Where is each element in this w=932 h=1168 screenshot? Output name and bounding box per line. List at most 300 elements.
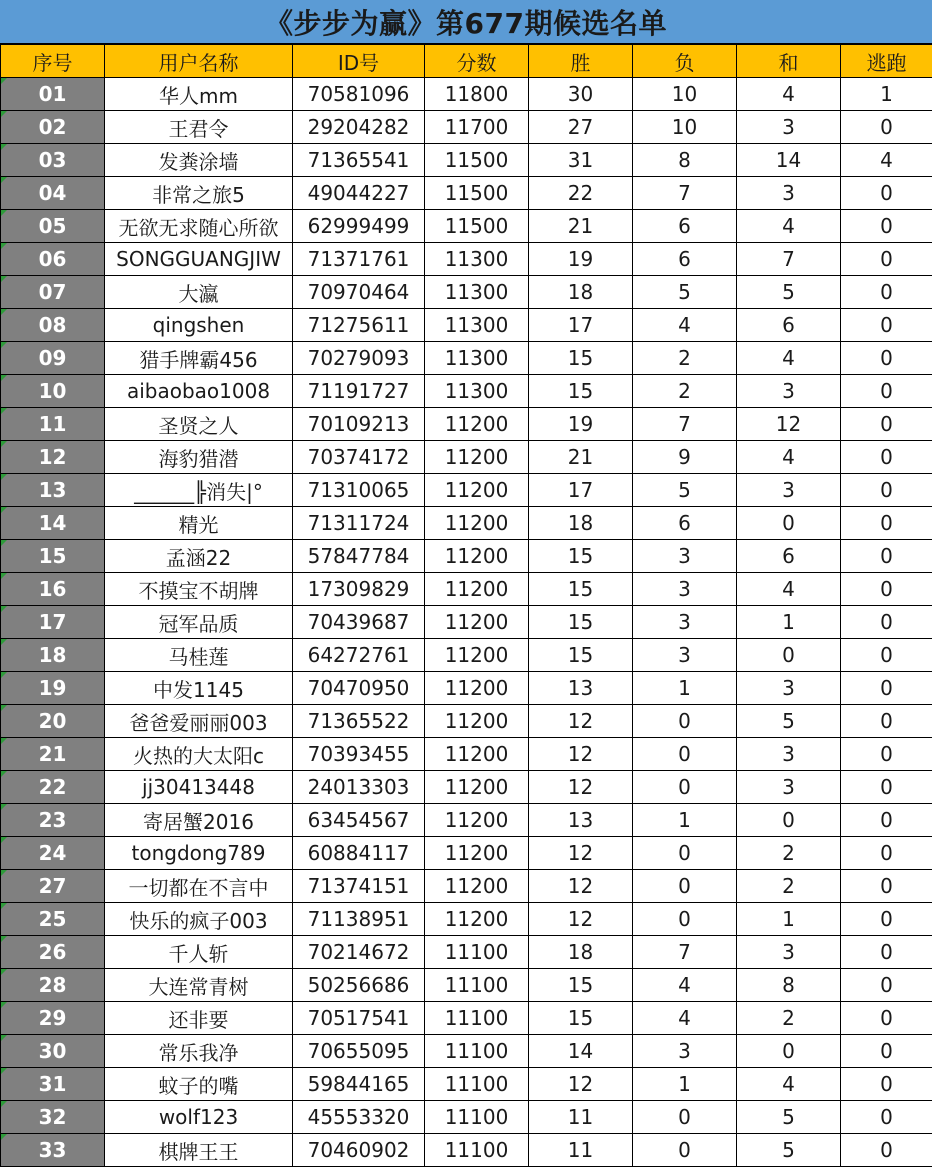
cell-flee[interactable]: 0	[841, 573, 932, 606]
cell-id[interactable]: 17309829	[293, 573, 425, 606]
cell-id[interactable]: 59844165	[293, 1068, 425, 1101]
cell-draw[interactable]: 1	[737, 903, 841, 936]
cell-draw[interactable]: 5	[737, 1134, 841, 1167]
cell-seq[interactable]: 27	[1, 870, 105, 903]
cell-score[interactable]: 11100	[425, 1101, 529, 1134]
cell-username[interactable]: 大连常青树	[105, 969, 293, 1002]
cell-draw[interactable]: 3	[737, 771, 841, 804]
cell-username[interactable]: qingshen	[105, 309, 293, 342]
cell-seq[interactable]: 31	[1, 1068, 105, 1101]
cell-score[interactable]: 11100	[425, 1035, 529, 1068]
cell-username[interactable]: tongdong789	[105, 837, 293, 870]
table-row	[1, 177, 932, 210]
cell-flee[interactable]: 0	[841, 408, 932, 441]
cell-lose[interactable]: 5	[633, 276, 737, 309]
table-row	[1, 342, 932, 375]
cell-score[interactable]: 11200	[425, 738, 529, 771]
cell-seq[interactable]: 21	[1, 738, 105, 771]
cell-seq[interactable]: 09	[1, 342, 105, 375]
cell-username[interactable]: 不摸宝不胡牌	[105, 573, 293, 606]
cell-score[interactable]: 11200	[425, 507, 529, 540]
cell-score[interactable]: 11500	[425, 210, 529, 243]
cell-username[interactable]: 猎手牌霸456	[105, 342, 293, 375]
cell-flee[interactable]: 0	[841, 243, 932, 276]
cell-win[interactable]: 18	[529, 936, 633, 969]
cell-draw[interactable]: 3	[737, 474, 841, 507]
cell-lose[interactable]: 4	[633, 1002, 737, 1035]
header-flee[interactable]: 逃跑	[841, 45, 932, 78]
cell-username[interactable]: 非常之旅5	[105, 177, 293, 210]
table-row	[1, 639, 932, 672]
cell-seq[interactable]: 19	[1, 672, 105, 705]
cell-draw[interactable]: 0	[737, 507, 841, 540]
cell-flee[interactable]: 0	[841, 375, 932, 408]
cell-score[interactable]: 11100	[425, 1134, 529, 1167]
cell-username[interactable]: 还非要	[105, 1002, 293, 1035]
table-row	[1, 804, 932, 837]
cell-lose[interactable]: 6	[633, 507, 737, 540]
cell-lose[interactable]: 1	[633, 804, 737, 837]
cell-flee[interactable]: 0	[841, 309, 932, 342]
cell-username[interactable]: 快乐的疯子003	[105, 903, 293, 936]
cell-win[interactable]: 12	[529, 837, 633, 870]
cell-score[interactable]: 11200	[425, 474, 529, 507]
cell-id[interactable]: 71275611	[293, 309, 425, 342]
cell-lose[interactable]: 0	[633, 1101, 737, 1134]
cell-win[interactable]: 21	[529, 441, 633, 474]
cell-id[interactable]: 71365541	[293, 144, 425, 177]
cell-id[interactable]: 57847784	[293, 540, 425, 573]
cell-seq[interactable]: 30	[1, 1035, 105, 1068]
cell-win[interactable]: 15	[529, 639, 633, 672]
cell-seq[interactable]: 15	[1, 540, 105, 573]
header-seq[interactable]: 序号	[1, 45, 105, 78]
table-row	[1, 474, 932, 507]
cell-seq[interactable]: 33	[1, 1134, 105, 1167]
cell-lose[interactable]: 3	[633, 540, 737, 573]
cell-lose[interactable]: 6	[633, 210, 737, 243]
table-row	[1, 705, 932, 738]
cell-score[interactable]: 11200	[425, 705, 529, 738]
cell-lose[interactable]: 0	[633, 837, 737, 870]
cell-lose[interactable]: 0	[633, 870, 737, 903]
cell-username[interactable]: SONGGUANGJIW	[105, 243, 293, 276]
cell-lose[interactable]: 0	[633, 705, 737, 738]
table-body	[1, 78, 932, 1167]
cell-username[interactable]: 发粪涂墙	[105, 144, 293, 177]
cell-lose[interactable]: 1	[633, 1068, 737, 1101]
cell-score[interactable]: 11200	[425, 804, 529, 837]
cell-username[interactable]: 无欲无求随心所欲	[105, 210, 293, 243]
cell-seq[interactable]: 12	[1, 441, 105, 474]
cell-id[interactable]: 71191727	[293, 375, 425, 408]
cell-seq[interactable]: 03	[1, 144, 105, 177]
cell-seq[interactable]: 14	[1, 507, 105, 540]
cell-lose[interactable]: 0	[633, 903, 737, 936]
cell-win[interactable]: 19	[529, 408, 633, 441]
cell-lose[interactable]: 7	[633, 177, 737, 210]
cell-seq[interactable]: 02	[1, 111, 105, 144]
table-row	[1, 111, 932, 144]
cell-flee[interactable]: 0	[841, 111, 932, 144]
cell-flee[interactable]: 0	[841, 1002, 932, 1035]
cell-username[interactable]: 棋牌王王	[105, 1134, 293, 1167]
cell-seq[interactable]: 05	[1, 210, 105, 243]
cell-draw[interactable]: 0	[737, 639, 841, 672]
cell-lose[interactable]: 2	[633, 375, 737, 408]
cell-draw[interactable]: 6	[737, 309, 841, 342]
cell-score[interactable]: 11200	[425, 606, 529, 639]
cell-draw[interactable]: 2	[737, 837, 841, 870]
cell-flee[interactable]: 0	[841, 1068, 932, 1101]
cell-id[interactable]: 71311724	[293, 507, 425, 540]
cell-draw[interactable]: 2	[737, 870, 841, 903]
cell-lose[interactable]: 10	[633, 78, 737, 111]
cell-win[interactable]: 15	[529, 342, 633, 375]
cell-draw[interactable]: 3	[737, 375, 841, 408]
cell-seq[interactable]: 06	[1, 243, 105, 276]
cell-id[interactable]: 50256686	[293, 969, 425, 1002]
cell-id[interactable]: 49044227	[293, 177, 425, 210]
cell-draw[interactable]: 0	[737, 1035, 841, 1068]
cell-draw[interactable]: 7	[737, 243, 841, 276]
cell-lose[interactable]: 3	[633, 1035, 737, 1068]
cell-lose[interactable]: 4	[633, 309, 737, 342]
cell-score[interactable]: 11500	[425, 144, 529, 177]
table-row	[1, 573, 932, 606]
cell-flee[interactable]: 0	[841, 276, 932, 309]
cell-seq[interactable]: 26	[1, 936, 105, 969]
cell-score[interactable]: 11300	[425, 342, 529, 375]
cell-username[interactable]: 寄居蟹2016	[105, 804, 293, 837]
cell-flee[interactable]: 0	[841, 738, 932, 771]
cell-id[interactable]: 70460902	[293, 1134, 425, 1167]
cell-id[interactable]: 24013303	[293, 771, 425, 804]
table-row	[1, 309, 932, 342]
cell-id[interactable]: 71310065	[293, 474, 425, 507]
cell-flee[interactable]: 0	[841, 1101, 932, 1134]
cell-id[interactable]: 71138951	[293, 903, 425, 936]
cell-flee[interactable]: 0	[841, 474, 932, 507]
table-row	[1, 507, 932, 540]
cell-seq[interactable]: 20	[1, 705, 105, 738]
cell-win[interactable]: 15	[529, 969, 633, 1002]
cell-draw[interactable]: 5	[737, 705, 841, 738]
cell-flee[interactable]: 0	[841, 441, 932, 474]
cell-username[interactable]: 孟涵22	[105, 540, 293, 573]
cell-win[interactable]: 12	[529, 738, 633, 771]
cell-lose[interactable]: 5	[633, 474, 737, 507]
cell-lose[interactable]: 3	[633, 639, 737, 672]
cell-flee[interactable]: 0	[841, 342, 932, 375]
table-row	[1, 1002, 932, 1035]
cell-username[interactable]: aibaobao1008	[105, 375, 293, 408]
cell-id[interactable]: 71374151	[293, 870, 425, 903]
cell-score[interactable]: 11200	[425, 903, 529, 936]
cell-flee[interactable]: 0	[841, 1035, 932, 1068]
cell-score[interactable]: 11200	[425, 441, 529, 474]
cell-id[interactable]: 62999499	[293, 210, 425, 243]
cell-seq[interactable]: 13	[1, 474, 105, 507]
cell-username[interactable]: 海豹猎潜	[105, 441, 293, 474]
cell-win[interactable]: 12	[529, 771, 633, 804]
cell-win[interactable]: 27	[529, 111, 633, 144]
cell-draw[interactable]: 3	[737, 177, 841, 210]
table-row	[1, 441, 932, 474]
cell-username[interactable]: 马桂莲	[105, 639, 293, 672]
cell-username[interactable]: 常乐我净	[105, 1035, 293, 1068]
cell-flee[interactable]: 0	[841, 540, 932, 573]
cell-draw[interactable]: 8	[737, 969, 841, 1002]
cell-score[interactable]: 11200	[425, 837, 529, 870]
table-row	[1, 1134, 932, 1167]
cell-win[interactable]: 17	[529, 309, 633, 342]
cell-seq[interactable]: 25	[1, 903, 105, 936]
cell-id[interactable]: 71365522	[293, 705, 425, 738]
cell-seq[interactable]: 11	[1, 408, 105, 441]
cell-id[interactable]: 60884117	[293, 837, 425, 870]
table-row	[1, 408, 932, 441]
cell-id[interactable]: 70439687	[293, 606, 425, 639]
header-draw[interactable]: 和	[737, 45, 841, 78]
cell-username[interactable]: 圣贤之人	[105, 408, 293, 441]
cell-seq[interactable]: 22	[1, 771, 105, 804]
cell-draw[interactable]: 4	[737, 210, 841, 243]
cell-win[interactable]: 13	[529, 672, 633, 705]
cell-draw[interactable]: 3	[737, 738, 841, 771]
cell-win[interactable]: 18	[529, 276, 633, 309]
cell-score[interactable]: 11200	[425, 870, 529, 903]
cell-lose[interactable]: 6	[633, 243, 737, 276]
cell-lose[interactable]: 0	[633, 1134, 737, 1167]
header-id[interactable]: ID号	[293, 45, 425, 78]
cell-win[interactable]: 12	[529, 1068, 633, 1101]
cell-id[interactable]: 71371761	[293, 243, 425, 276]
table-row	[1, 1101, 932, 1134]
cell-win[interactable]: 15	[529, 573, 633, 606]
cell-id[interactable]: 70214672	[293, 936, 425, 969]
cell-flee[interactable]: 0	[841, 936, 932, 969]
cell-score[interactable]: 11200	[425, 573, 529, 606]
cell-username[interactable]: 一切都在不言中	[105, 870, 293, 903]
cell-win[interactable]: 13	[529, 804, 633, 837]
cell-seq[interactable]: 28	[1, 969, 105, 1002]
cell-flee[interactable]: 0	[841, 705, 932, 738]
cell-username[interactable]: 华人mm	[105, 78, 293, 111]
cell-draw[interactable]: 3	[737, 936, 841, 969]
cell-seq[interactable]: 24	[1, 837, 105, 870]
table-row	[1, 672, 932, 705]
cell-id[interactable]: 70517541	[293, 1002, 425, 1035]
cell-win[interactable]: 11	[529, 1134, 633, 1167]
cell-score[interactable]: 11100	[425, 969, 529, 1002]
cell-id[interactable]: 70970464	[293, 276, 425, 309]
cell-username[interactable]: 千人斩	[105, 936, 293, 969]
table-row	[1, 606, 932, 639]
cell-draw[interactable]: 4	[737, 1068, 841, 1101]
cell-score[interactable]: 11200	[425, 639, 529, 672]
cell-seq[interactable]: 32	[1, 1101, 105, 1134]
cell-draw[interactable]: 3	[737, 111, 841, 144]
cell-score[interactable]: 11100	[425, 1002, 529, 1035]
cell-draw[interactable]: 6	[737, 540, 841, 573]
cell-win[interactable]: 15	[529, 1002, 633, 1035]
cell-id[interactable]: 70374172	[293, 441, 425, 474]
cell-seq[interactable]: 23	[1, 804, 105, 837]
cell-username[interactable]: wolf123	[105, 1101, 293, 1134]
table-row	[1, 243, 932, 276]
cell-id[interactable]: 64272761	[293, 639, 425, 672]
cell-seq[interactable]: 29	[1, 1002, 105, 1035]
cell-flee[interactable]: 0	[841, 210, 932, 243]
header-win[interactable]: 胜	[529, 45, 633, 78]
cell-score[interactable]: 11300	[425, 375, 529, 408]
cell-username[interactable]: 火热的大太阳c	[105, 738, 293, 771]
cell-id[interactable]: 63454567	[293, 804, 425, 837]
cell-flee[interactable]: 0	[841, 177, 932, 210]
cell-id[interactable]: 45553320	[293, 1101, 425, 1134]
cell-seq[interactable]: 18	[1, 639, 105, 672]
cell-draw[interactable]: 4	[737, 342, 841, 375]
cell-username[interactable]: ______╠消失|°	[105, 474, 293, 507]
cell-id[interactable]: 70109213	[293, 408, 425, 441]
cell-draw[interactable]: 5	[737, 276, 841, 309]
header-username[interactable]: 用户名称	[105, 45, 293, 78]
cell-flee[interactable]: 0	[841, 672, 932, 705]
cell-username[interactable]: 王君令	[105, 111, 293, 144]
cell-win[interactable]: 31	[529, 144, 633, 177]
cell-seq[interactable]: 16	[1, 573, 105, 606]
cell-seq[interactable]: 01	[1, 78, 105, 111]
cell-username[interactable]: jj30413448	[105, 771, 293, 804]
cell-id[interactable]: 29204282	[293, 111, 425, 144]
cell-win[interactable]: 17	[529, 474, 633, 507]
cell-flee[interactable]: 0	[841, 606, 932, 639]
table-row	[1, 540, 932, 573]
cell-score[interactable]: 11300	[425, 243, 529, 276]
cell-lose[interactable]: 7	[633, 408, 737, 441]
cell-win[interactable]: 12	[529, 870, 633, 903]
cell-win[interactable]: 11	[529, 1101, 633, 1134]
cell-lose[interactable]: 10	[633, 111, 737, 144]
cell-draw[interactable]: 14	[737, 144, 841, 177]
cell-win[interactable]: 12	[529, 705, 633, 738]
cell-lose[interactable]: 3	[633, 606, 737, 639]
cell-score[interactable]: 11300	[425, 276, 529, 309]
table-row	[1, 144, 932, 177]
cell-id[interactable]: 70470950	[293, 672, 425, 705]
cell-win[interactable]: 19	[529, 243, 633, 276]
cell-draw[interactable]: 1	[737, 606, 841, 639]
cell-flee[interactable]: 0	[841, 1134, 932, 1167]
cell-score[interactable]: 11200	[425, 408, 529, 441]
table-row	[1, 738, 932, 771]
cell-win[interactable]: 22	[529, 177, 633, 210]
cell-id[interactable]: 70393455	[293, 738, 425, 771]
cell-score[interactable]: 11200	[425, 672, 529, 705]
header-lose[interactable]: 负	[633, 45, 737, 78]
table-row	[1, 837, 932, 870]
cell-username[interactable]: 爸爸爱丽丽003	[105, 705, 293, 738]
candidate-table	[0, 44, 932, 1167]
cell-draw[interactable]: 0	[737, 804, 841, 837]
cell-draw[interactable]: 3	[737, 672, 841, 705]
cell-draw[interactable]: 2	[737, 1002, 841, 1035]
cell-flee[interactable]: 0	[841, 870, 932, 903]
cell-lose[interactable]: 1	[633, 672, 737, 705]
cell-win[interactable]: 14	[529, 1035, 633, 1068]
cell-seq[interactable]: 10	[1, 375, 105, 408]
cell-score[interactable]: 11300	[425, 309, 529, 342]
table-row	[1, 771, 932, 804]
cell-seq[interactable]: 04	[1, 177, 105, 210]
cell-win[interactable]: 12	[529, 903, 633, 936]
cell-draw[interactable]: 5	[737, 1101, 841, 1134]
cell-score[interactable]: 11200	[425, 540, 529, 573]
cell-lose[interactable]: 7	[633, 936, 737, 969]
cell-win[interactable]: 18	[529, 507, 633, 540]
cell-win[interactable]: 21	[529, 210, 633, 243]
cell-score[interactable]: 11800	[425, 78, 529, 111]
cell-draw[interactable]: 12	[737, 408, 841, 441]
cell-win[interactable]: 15	[529, 375, 633, 408]
cell-id[interactable]: 70279093	[293, 342, 425, 375]
table-row	[1, 870, 932, 903]
cell-flee[interactable]: 0	[841, 969, 932, 1002]
cell-draw[interactable]: 4	[737, 573, 841, 606]
cell-flee[interactable]: 0	[841, 507, 932, 540]
cell-lose[interactable]: 0	[633, 771, 737, 804]
cell-win[interactable]: 15	[529, 540, 633, 573]
cell-seq[interactable]: 08	[1, 309, 105, 342]
cell-id[interactable]: 70581096	[293, 78, 425, 111]
header-score[interactable]: 分数	[425, 45, 529, 78]
cell-win[interactable]: 30	[529, 78, 633, 111]
cell-score[interactable]: 11700	[425, 111, 529, 144]
table-row	[1, 1035, 932, 1068]
cell-win[interactable]: 15	[529, 606, 633, 639]
cell-username[interactable]: 中发1145	[105, 672, 293, 705]
cell-score[interactable]: 11100	[425, 1068, 529, 1101]
cell-username[interactable]: 冠军品质	[105, 606, 293, 639]
cell-score[interactable]: 11500	[425, 177, 529, 210]
cell-flee[interactable]: 0	[841, 639, 932, 672]
cell-id[interactable]: 70655095	[293, 1035, 425, 1068]
header-row	[1, 45, 932, 78]
cell-lose[interactable]: 0	[633, 738, 737, 771]
cell-flee[interactable]: 0	[841, 804, 932, 837]
cell-seq[interactable]: 07	[1, 276, 105, 309]
cell-flee[interactable]: 4	[841, 144, 932, 177]
cell-draw[interactable]: 4	[737, 441, 841, 474]
cell-flee[interactable]: 0	[841, 903, 932, 936]
cell-flee[interactable]: 0	[841, 837, 932, 870]
cell-seq[interactable]: 17	[1, 606, 105, 639]
cell-lose[interactable]: 2	[633, 342, 737, 375]
cell-lose[interactable]: 8	[633, 144, 737, 177]
cell-username[interactable]: 大瀛	[105, 276, 293, 309]
cell-lose[interactable]: 3	[633, 573, 737, 606]
cell-score[interactable]: 11100	[425, 936, 529, 969]
cell-flee[interactable]: 0	[841, 771, 932, 804]
cell-draw[interactable]: 4	[737, 78, 841, 111]
cell-score[interactable]: 11200	[425, 771, 529, 804]
cell-username[interactable]: 蚊子的嘴	[105, 1068, 293, 1101]
cell-lose[interactable]: 4	[633, 969, 737, 1002]
cell-username[interactable]: 精光	[105, 507, 293, 540]
cell-flee[interactable]: 1	[841, 78, 932, 111]
cell-lose[interactable]: 9	[633, 441, 737, 474]
